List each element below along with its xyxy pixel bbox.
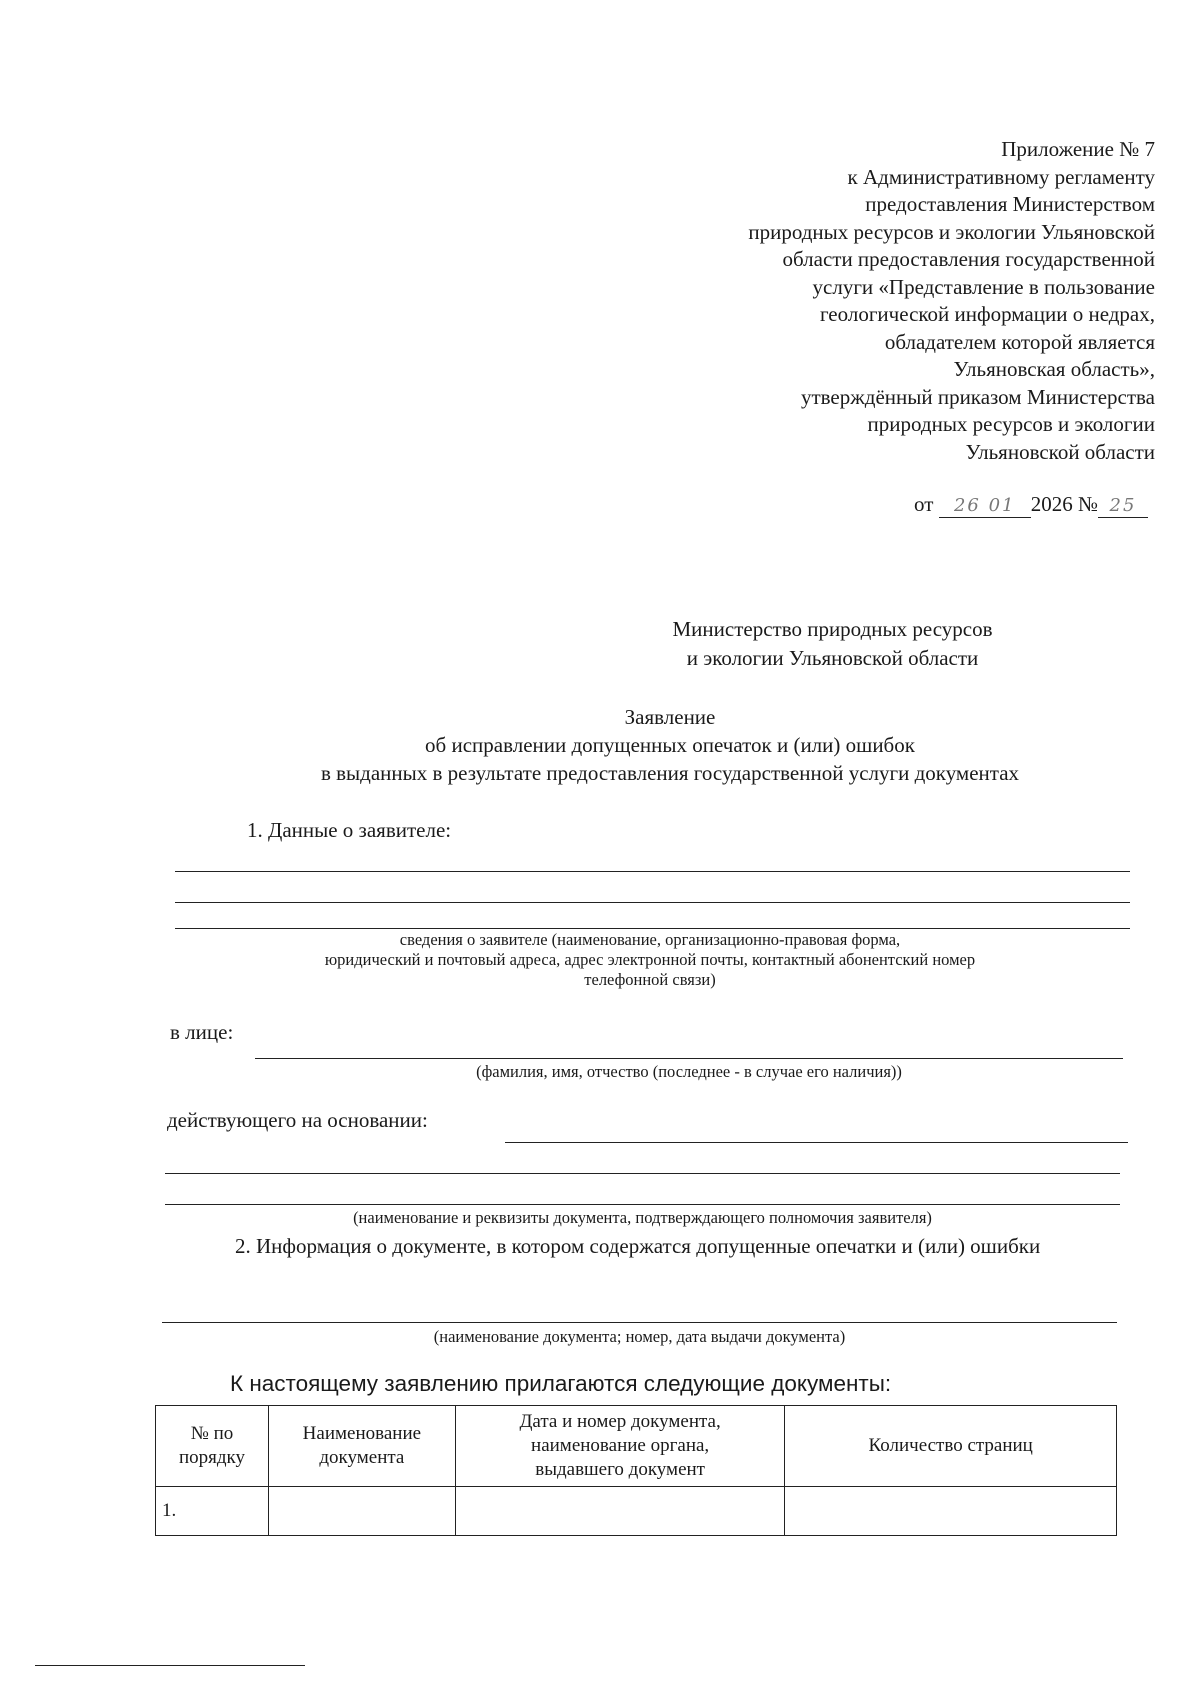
handwritten-number: 25 [1098, 495, 1148, 518]
approval-line: услуги «Представление в пользование [812, 274, 1155, 299]
col-header-name: Наименование документа [268, 1406, 455, 1487]
approval-line: геологической информации о недрах, [819, 302, 1155, 326]
caption-line: юридический и почтовый адреса, адрес электронной почты, контактный абонентский номер [324, 950, 976, 969]
applicant-info-line[interactable] [175, 871, 1130, 872]
approval-line: Ульяновская область», [953, 357, 1155, 381]
addressee-line: Министерство природных ресурсов [672, 617, 993, 641]
table-header-row [156, 1406, 1117, 1487]
document-title [150, 703, 1190, 787]
attachments-table [155, 1405, 1117, 1536]
applicant-info-line[interactable] [175, 928, 1130, 929]
represented-by-line[interactable] [255, 1058, 1123, 1059]
applicant-info-caption [160, 930, 1140, 990]
approval-line: Приложение № 7 [1001, 137, 1155, 161]
approval-line: природных ресурсов и экологии [867, 412, 1155, 436]
title-line: в выданных в результате предоставления государственной услуги документах [320, 761, 1020, 785]
basis-line[interactable] [505, 1142, 1128, 1143]
basis-line[interactable] [165, 1204, 1120, 1205]
approval-line: к Административному регламенту [847, 164, 1155, 189]
approval-date [914, 492, 1148, 518]
approval-line: утверждённый приказом Министерства [800, 384, 1155, 409]
approval-line: обладателем которой является [884, 329, 1155, 354]
col-header-date-number: Дата и номер документа, наименование органа, выдавшего документ [455, 1406, 785, 1487]
document-info-paragraph: 2. Информация о документе, в котором содержатся допущенные опечатки и (или) ошибки [235, 1234, 1041, 1258]
basis-caption: (наименование и реквизиты документа, подтверждающего полномочия заявителя) [353, 1208, 932, 1227]
table-row [156, 1487, 1117, 1536]
approval-line: области предоставления государственной [782, 247, 1155, 271]
col-header-number: № по порядку [156, 1406, 269, 1487]
date-prefix: от [914, 492, 934, 516]
basis-line[interactable] [165, 1173, 1120, 1174]
applicant-data-heading: 1. Данные о заявителе: [247, 818, 452, 842]
cell-date-number[interactable] [455, 1487, 785, 1536]
approval-line: предоставления Министерством [865, 192, 1155, 216]
cell-number: 1. [156, 1487, 269, 1536]
caption-line: телефонной связи) [584, 970, 716, 989]
attachments-heading: К настоящему заявлению прилагаются следующие документы: [230, 1371, 892, 1396]
title-line: об исправлении допущенных опечаток и (или) ошибок [425, 733, 915, 757]
approval-line: природных ресурсов и экологии Ульяновской [748, 219, 1155, 244]
handwritten-date: 26 01 [939, 495, 1031, 518]
col-header-pages: Количество страниц [785, 1406, 1117, 1487]
addressee-line: и экологии Ульяновской области [686, 646, 979, 670]
represented-by-label: в лице: [170, 1020, 234, 1044]
addressee [560, 615, 1105, 673]
footnote-separator [35, 1665, 305, 1666]
applicant-info-line[interactable] [175, 902, 1130, 903]
document-info-line[interactable] [162, 1322, 1117, 1323]
represented-by-caption: (фамилия, имя, отчество (последнее - в случае его наличия)) [476, 1062, 902, 1081]
approval-block [595, 136, 1155, 466]
basis-label: действующего на основании: [167, 1108, 428, 1132]
approval-line: Ульяновской области [965, 439, 1155, 464]
date-year: 2026 № [1030, 492, 1098, 516]
title-line: Заявление [624, 705, 716, 729]
cell-pages[interactable] [785, 1487, 1117, 1536]
caption-line: сведения о заявителе (наименование, организационно-правовая форма, [399, 930, 901, 949]
document-info-caption: (наименование документа; номер, дата выдачи документа) [433, 1327, 846, 1346]
cell-name[interactable] [268, 1487, 455, 1536]
